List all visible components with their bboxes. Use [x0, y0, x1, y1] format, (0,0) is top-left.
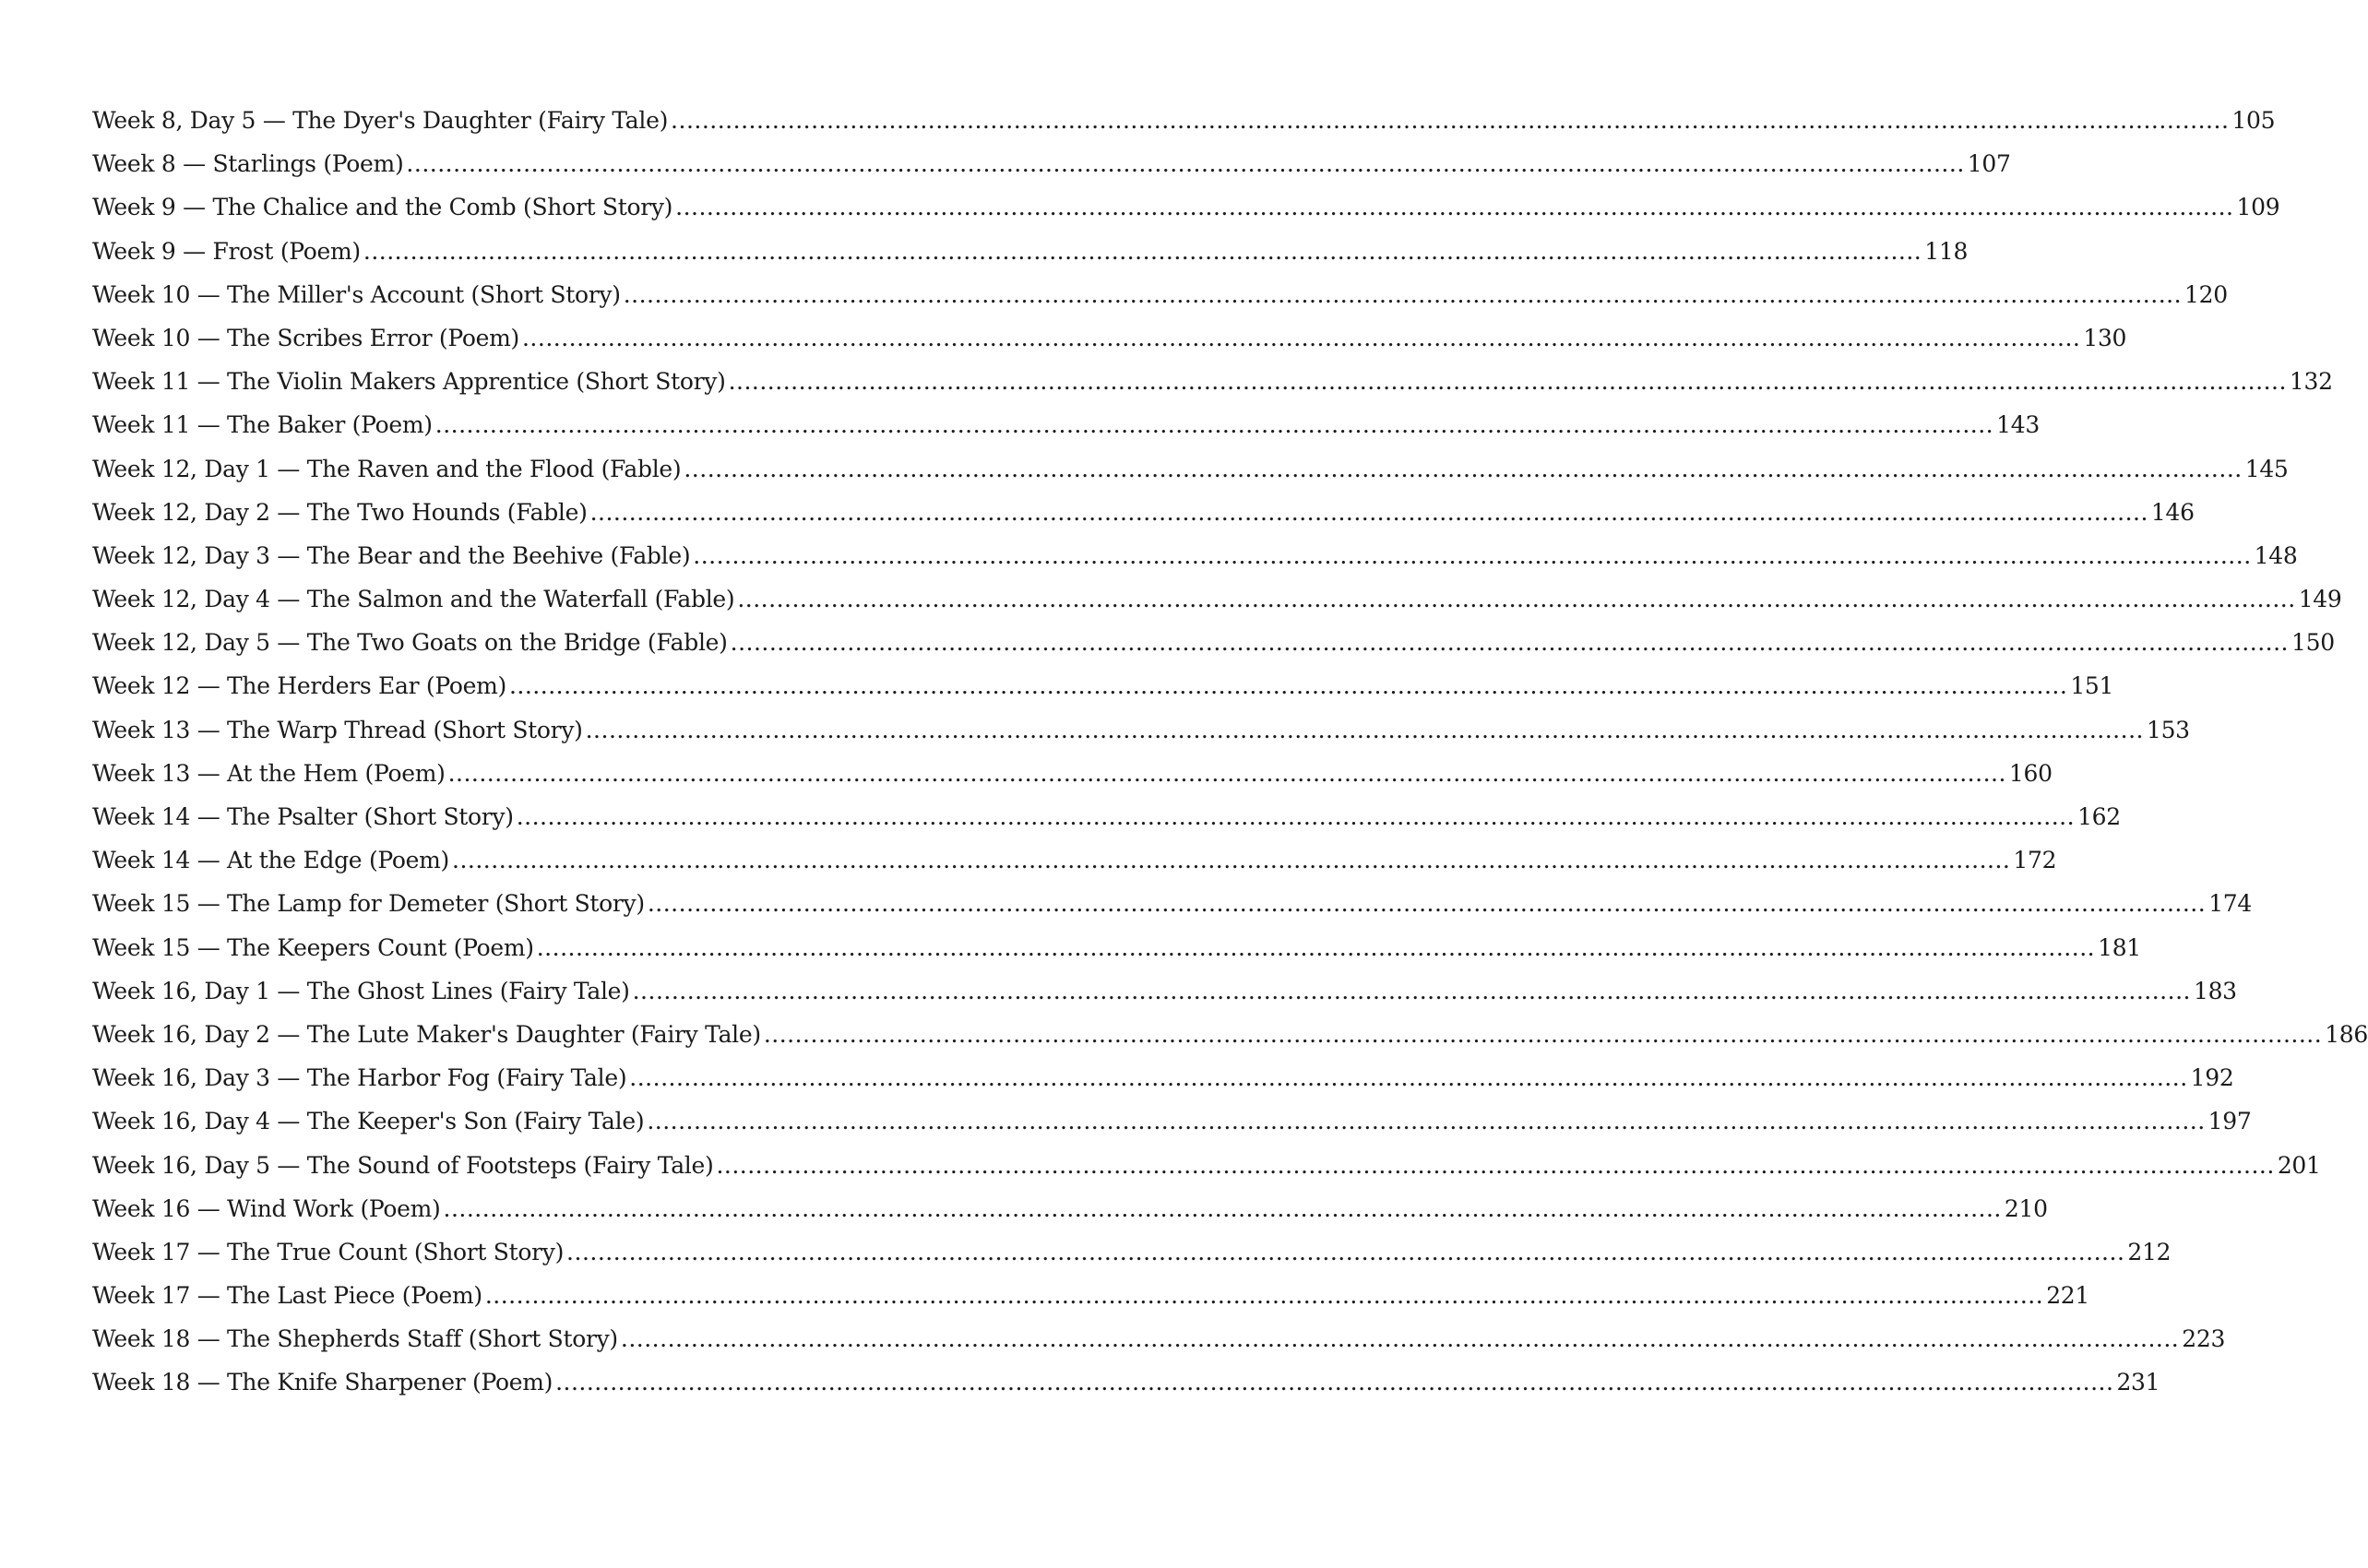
dot-leader: ........................................................................................................................................................................................................ — [632, 977, 2191, 1004]
toc-entry-title: Week 16, Day 1 — The Ghost Lines (Fairy Tale) — [92, 977, 630, 1004]
table-of-contents-page — [92, 107, 2368, 1413]
dot-leader: ........................................................................................................................................................................................................ — [693, 541, 2252, 569]
toc-entry-page-number: 186 — [2325, 1020, 2368, 1048]
toc-entry-page-number: 201 — [2277, 1151, 2321, 1179]
toc-entry[interactable] — [92, 1194, 2048, 1239]
toc-entry-title: Week 17 — The True Count (Short Story) — [92, 1238, 565, 1265]
toc-entry[interactable] — [92, 803, 2121, 847]
toc-entry-title: Week 9 — Frost (Poem) — [92, 237, 361, 265]
toc-entry-title: Week 9 — The Chalice and the Comb (Short Story) — [92, 194, 673, 221]
toc-entry-title: Week 12, Day 3 — The Bear and the Beehive (Fable) — [92, 541, 691, 569]
toc-entry[interactable] — [92, 1238, 2172, 1282]
toc-entry-title: Week 18 — The Knife Sharpener (Poem) — [92, 1369, 553, 1396]
toc-entry-title: Week 16, Day 5 — The Sound of Footsteps (Fairy Tale) — [92, 1151, 714, 1179]
dot-leader: ........................................................................................................................................................................................................ — [555, 1369, 2114, 1396]
toc-entry-page-number: 172 — [2013, 847, 2057, 874]
dot-leader: ........................................................................................................................................................................................................ — [647, 890, 2207, 918]
dot-leader: ........................................................................................................................................................................................................ — [728, 368, 2287, 396]
toc-entry[interactable] — [92, 890, 2253, 933]
toc-entry-title: Week 12, Day 5 — The Two Goats on the Bridge (Fable) — [92, 629, 728, 657]
toc-entry-title: Week 8, Day 5 — The Dyer's Daughter (Fairy Tale) — [92, 107, 669, 134]
toc-entry[interactable] — [92, 498, 2195, 542]
toc-entry[interactable] — [92, 541, 2298, 586]
dot-leader: ........................................................................................................................................................................................................ — [516, 803, 2076, 830]
toc-entry-title: Week 16, Day 3 — The Harbor Fog (Fairy Tale) — [92, 1064, 627, 1092]
toc-entry-page-number: 160 — [2008, 759, 2053, 787]
dot-leader: ........................................................................................................................................................................................................ — [730, 629, 2289, 657]
toc-entry[interactable] — [92, 1369, 2160, 1412]
dot-leader: ........................................................................................................................................................................................................ — [620, 1325, 2180, 1353]
toc-entry[interactable] — [92, 1325, 2226, 1369]
dot-leader: ........................................................................................................................................................................................................ — [623, 280, 2183, 308]
toc-entry-title: Week 11 — The Violin Makers Apprentice (Short Story) — [92, 368, 726, 396]
toc-entry-title: Week 15 — The Lamp for Demeter (Short Story) — [92, 890, 645, 918]
dot-leader: ........................................................................................................................................................................................................ — [447, 759, 2006, 787]
toc-entry[interactable] — [92, 759, 2053, 803]
toc-list — [92, 107, 2368, 1413]
toc-entry-title: Week 16, Day 4 — The Keeper's Son (Fairy Tale) — [92, 1108, 645, 1135]
dot-leader: ........................................................................................................................................................................................................ — [406, 150, 1965, 178]
dot-leader: ........................................................................................................................................................................................................ — [452, 847, 2011, 874]
toc-entry-page-number: 107 — [1967, 150, 2011, 178]
dot-leader: ........................................................................................................................................................................................................ — [585, 716, 2144, 743]
dot-leader: ........................................................................................................................................................................................................ — [716, 1151, 2275, 1179]
toc-entry-page-number: 181 — [2098, 933, 2141, 961]
dot-leader: ........................................................................................................................................................................................................ — [508, 672, 2068, 700]
dot-leader: ........................................................................................................................................................................................................ — [647, 1108, 2206, 1135]
toc-entry-page-number: 120 — [2184, 280, 2228, 308]
toc-entry-page-number: 109 — [2236, 194, 2280, 221]
dot-leader: ........................................................................................................................................................................................................ — [536, 933, 2096, 961]
toc-entry[interactable] — [92, 1108, 2252, 1151]
toc-entry[interactable] — [92, 933, 2141, 978]
toc-entry-title: Week 13 — At the Hem (Poem) — [92, 759, 446, 787]
toc-entry[interactable] — [92, 107, 2276, 150]
toc-entry-title: Week 17 — The Last Piece (Poem) — [92, 1282, 482, 1310]
toc-entry-title: Week 10 — The Scribes Error (Poem) — [92, 324, 519, 351]
toc-entry-title: Week 16, Day 2 — The Lute Maker's Daughter (Fairy Tale) — [92, 1020, 761, 1048]
toc-entry-title: Week 8 — Starlings (Poem) — [92, 150, 404, 178]
toc-entry-title: Week 12, Day 2 — The Two Hounds (Fable) — [92, 498, 588, 526]
dot-leader: ........................................................................................................................................................................................................ — [684, 455, 2243, 482]
toc-entry[interactable] — [92, 977, 2237, 1021]
toc-entry-title: Week 18 — The Shepherds Staff (Short Story) — [92, 1325, 618, 1353]
toc-entry-page-number: 153 — [2146, 716, 2190, 743]
toc-entry-page-number: 118 — [1924, 237, 1969, 265]
toc-entry-page-number: 174 — [2208, 890, 2253, 918]
toc-entry-page-number: 105 — [2231, 107, 2276, 134]
toc-entry-page-number: 183 — [2193, 977, 2237, 1004]
toc-entry-title: Week 12, Day 1 — The Raven and the Flood (Fable) — [92, 455, 682, 482]
toc-entry[interactable] — [92, 368, 2333, 411]
toc-entry-page-number: 192 — [2190, 1064, 2234, 1092]
toc-entry-page-number: 231 — [2116, 1369, 2160, 1396]
dot-leader: ........................................................................................................................................................................................................ — [737, 586, 2296, 613]
toc-entry-page-number: 146 — [2150, 498, 2195, 526]
toc-entry-page-number: 210 — [2004, 1194, 2048, 1222]
toc-entry-page-number: 212 — [2127, 1238, 2172, 1265]
toc-entry[interactable] — [92, 237, 1969, 281]
dot-leader: ........................................................................................................................................................................................................ — [434, 411, 1994, 439]
toc-entry-title: Week 15 — The Keepers Count (Poem) — [92, 933, 534, 961]
toc-entry-page-number: 221 — [2046, 1282, 2090, 1310]
toc-entry[interactable] — [92, 1064, 2234, 1108]
toc-entry-title: Week 11 — The Baker (Poem) — [92, 411, 433, 439]
toc-entry-page-number: 150 — [2291, 629, 2335, 657]
dot-leader: ........................................................................................................................................................................................................ — [629, 1064, 2188, 1092]
dot-leader: ........................................................................................................................................................................................................ — [763, 1020, 2323, 1048]
toc-entry[interactable] — [92, 672, 2114, 716]
toc-entry[interactable] — [92, 1151, 2321, 1195]
toc-entry-title: Week 12 — The Herders Ear (Poem) — [92, 672, 506, 700]
dot-leader: ........................................................................................................................................................................................................ — [443, 1194, 2002, 1222]
toc-entry-page-number: 197 — [2207, 1108, 2252, 1135]
toc-entry[interactable] — [92, 324, 2127, 368]
toc-entry-page-number: 162 — [2077, 803, 2121, 830]
toc-entry[interactable] — [92, 1282, 2090, 1325]
dot-leader: ........................................................................................................................................................................................................ — [675, 194, 2234, 221]
toc-entry[interactable] — [92, 280, 2228, 325]
toc-entry-title: Week 16 — Wind Work (Poem) — [92, 1194, 441, 1222]
toc-entry[interactable] — [92, 716, 2190, 760]
dot-leader: ........................................................................................................................................................................................................ — [484, 1282, 2044, 1310]
toc-entry[interactable] — [92, 411, 2040, 455]
toc-entry[interactable] — [92, 847, 2057, 890]
toc-entry-title: Week 12, Day 4 — The Salmon and the Waterfall (Fable) — [92, 586, 735, 613]
toc-entry-title: Week 14 — The Psalter (Short Story) — [92, 803, 514, 830]
dot-leader: ........................................................................................................................................................................................................ — [589, 498, 2148, 526]
toc-entry-title: Week 14 — At the Edge (Poem) — [92, 847, 450, 874]
toc-entry-page-number: 130 — [2083, 324, 2127, 351]
toc-entry-page-number: 149 — [2298, 586, 2342, 613]
toc-entry[interactable] — [92, 194, 2280, 237]
toc-entry-page-number: 143 — [1996, 411, 2040, 439]
toc-entry[interactable] — [92, 455, 2289, 499]
toc-entry[interactable] — [92, 629, 2335, 672]
toc-entry[interactable] — [92, 150, 2011, 194]
toc-entry-page-number: 223 — [2182, 1325, 2226, 1353]
toc-entry-page-number: 148 — [2254, 541, 2298, 569]
toc-entry-page-number: 132 — [2289, 368, 2333, 396]
toc-entry-title: Week 10 — The Miller's Account (Short Story) — [92, 280, 621, 308]
toc-entry-title: Week 13 — The Warp Thread (Short Story) — [92, 716, 583, 743]
toc-entry-page-number: 145 — [2244, 455, 2289, 482]
toc-entry[interactable] — [92, 1020, 2368, 1064]
toc-entry[interactable] — [92, 586, 2342, 629]
dot-leader: ........................................................................................................................................................................................................ — [566, 1238, 2125, 1265]
toc-entry-page-number: 151 — [2070, 672, 2114, 700]
dot-leader: ........................................................................................................................................................................................................ — [671, 107, 2230, 134]
dot-leader: ........................................................................................................................................................................................................ — [521, 324, 2081, 351]
dot-leader: ........................................................................................................................................................................................................ — [363, 237, 1922, 265]
